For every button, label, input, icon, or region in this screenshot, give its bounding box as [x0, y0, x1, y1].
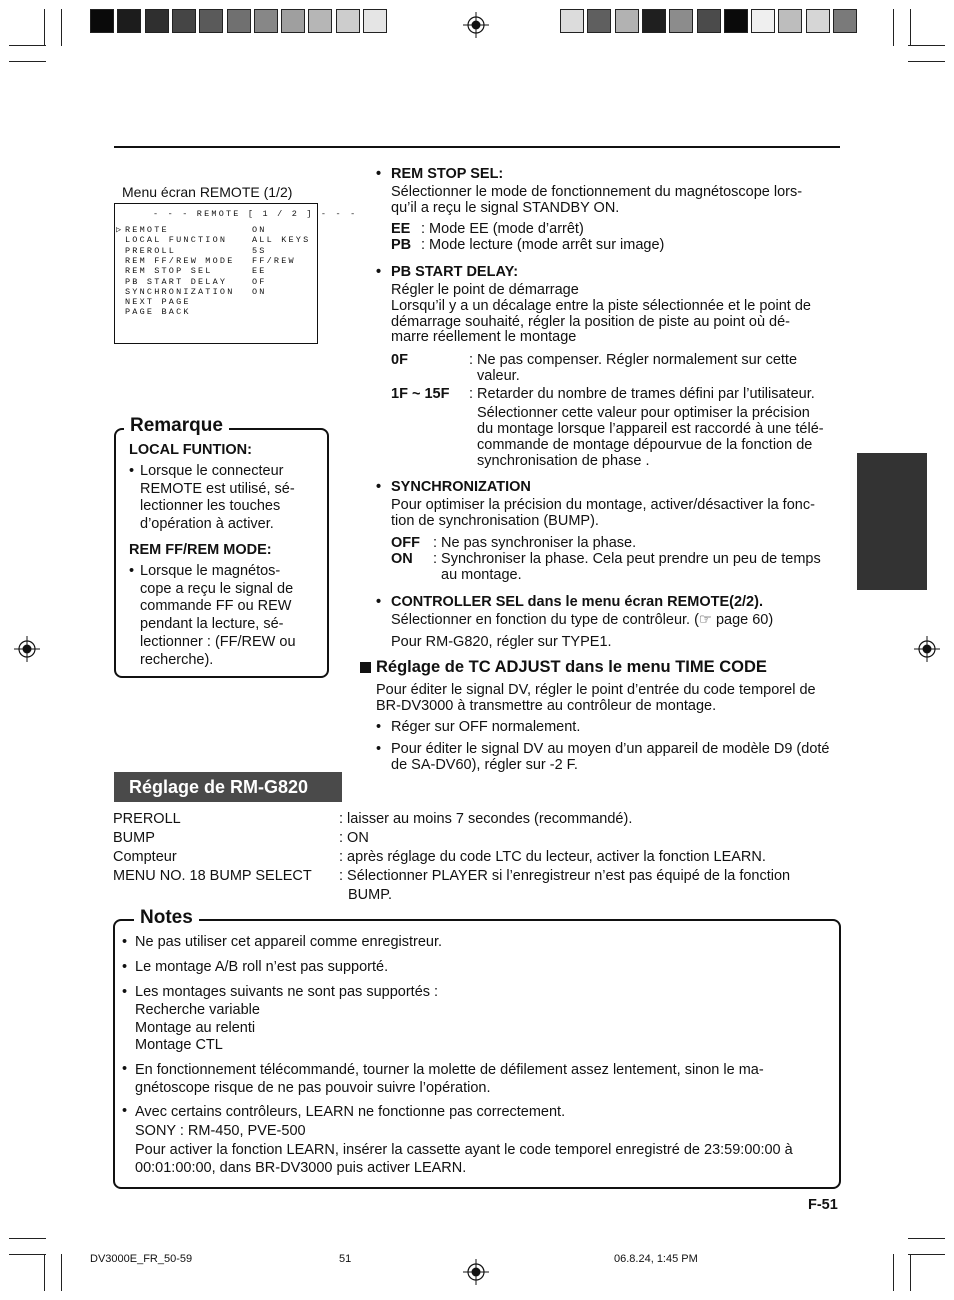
bullet: •: [122, 934, 128, 950]
color-swatch: [587, 9, 611, 33]
text-line: Pour éditer le signal DV au moyen d’un appareil de modèle D9 (doté: [391, 741, 830, 757]
pb-start-title: PB START DELAY:: [391, 264, 519, 280]
text-line: Avec certains contrôleurs, LEARN ne fonctionne pas correctement.: [135, 1104, 566, 1120]
text-line: 00:01:00:00, dans BR-DV3000 puis activer LEARN.: [135, 1160, 467, 1177]
remarque-sec1-text: [140, 463, 307, 533]
note-3: [135, 984, 438, 1055]
row-value: : laisser au moins 7 secondes (recommandé).: [339, 811, 633, 827]
text-line: BR-DV3000 à transmettre au contrôleur de montage.: [376, 698, 717, 714]
ee-text: : Mode EE (mode d’arrêt): [421, 221, 584, 237]
crop-mark: [908, 61, 945, 62]
remarque-sec2-title: REM FF/REM MODE:: [129, 542, 272, 558]
text-line: gnétoscope risque de ne pas pouvoir suivre l’opération.: [135, 1080, 491, 1096]
registration-mark-icon: [463, 12, 489, 38]
rem-stop-text: [391, 185, 802, 216]
text-line: d’opération à activer.: [140, 515, 274, 532]
rmg820-values: [339, 810, 790, 905]
menu-row-value: 5S: [252, 245, 267, 256]
text-line: marre réellement le montage: [391, 329, 577, 346]
row-value: : après réglage du code LTC du lecteur, activer la fonction LEARN.: [339, 849, 766, 865]
menu-row-label: NEXT PAGE: [125, 297, 191, 308]
bullet: •: [376, 166, 382, 182]
note-2: Le montage A/B roll n’est pas supporté.: [135, 959, 389, 975]
color-swatch: [697, 9, 721, 33]
text-line: Lorsqu’il y a un décalage entre la piste sélectionnée et le point de: [391, 297, 811, 314]
crop-mark: [908, 45, 945, 46]
color-swatch: [560, 9, 584, 33]
text-line: au montage.: [441, 567, 522, 583]
text-line: Recherche variable: [135, 1001, 260, 1018]
text-line: Sélectionner le mode de fonctionnement du magnétoscope lors-: [391, 184, 803, 200]
text-line: Pour éditer le signal DV, régler le point d’entrée du code temporel de: [376, 682, 816, 698]
f-key: 1F ~ 15F: [391, 386, 450, 402]
rmg820-labels: [113, 810, 312, 886]
bullet: •: [122, 959, 128, 975]
color-swatch: [281, 9, 305, 33]
row-label: BUMP: [113, 830, 155, 846]
color-swatch: [642, 9, 666, 33]
tc-heading: Réglage de TC ADJUST dans le menu TIME CODE: [376, 658, 767, 676]
menu-cursor-icon: ▷: [116, 225, 122, 235]
color-swatch: [751, 9, 775, 33]
tc-text: [376, 682, 816, 714]
square-bullet-icon: [360, 662, 371, 673]
registration-mark-icon: [14, 636, 40, 662]
menu-row-label: LOCAL FUNCTION: [125, 235, 228, 246]
menu-row-label: REM FF/REW MODE: [125, 255, 235, 266]
color-swatch: [90, 9, 114, 33]
row-label: MENU NO. 18 BUMP SELECT: [113, 868, 312, 884]
remarque-sec2-text: [140, 563, 307, 669]
remarque-sec1-title: LOCAL FUNTION:: [129, 442, 252, 458]
bullet: •: [122, 984, 128, 1000]
header-rule: [114, 146, 840, 148]
color-swatch: [336, 9, 360, 33]
tc-bullet1: Réger sur OFF normalement.: [391, 719, 581, 735]
row-value: : ON: [339, 830, 369, 846]
menu-row-value: EE: [252, 266, 267, 277]
pb-text: : Mode lecture (mode arrêt sur image): [421, 237, 665, 253]
color-swatch: [172, 9, 196, 33]
footer-date: 06.8.24, 1:45 PM: [614, 1253, 698, 1265]
remarque-title: Remarque: [124, 415, 229, 437]
side-tab: [857, 453, 927, 590]
off-key: OFF: [391, 535, 420, 551]
crop-mark: [9, 61, 46, 62]
text-line: tion de synchronisation (BUMP).: [391, 512, 599, 529]
ee-key: EE: [391, 221, 411, 237]
color-swatch: [199, 9, 223, 33]
crop-mark: [61, 9, 62, 46]
text-line: : Retarder du nombre de trames défini par l’utilisateur.: [469, 386, 815, 402]
menu-row-value: OF: [252, 276, 267, 287]
crop-mark: [9, 45, 46, 46]
controller-line1: Sélectionner en fonction du type de contrôleur. (☞ page 60): [391, 612, 774, 628]
on-key: ON: [391, 551, 413, 567]
text-line: Sélectionner cette valeur pour optimiser la précision: [477, 405, 810, 421]
color-swatch: [117, 9, 141, 33]
of-text: [469, 352, 797, 384]
note-1: Ne pas utiliser cet appareil comme enregistreur.: [135, 934, 443, 950]
bullet: •: [376, 264, 382, 280]
rem-stop-title: REM STOP SEL:: [391, 166, 504, 182]
text-line: cope a reçu le signal de: [140, 580, 294, 597]
bullet: •: [376, 594, 382, 610]
crop-mark: [9, 1238, 46, 1239]
color-swatch: [724, 9, 748, 33]
registration-mark-icon: [463, 1259, 489, 1285]
pb-key: PB: [391, 237, 412, 253]
row-value: : Sélectionner PLAYER si l’enregistreur n’est pas équipé de la fonction: [339, 868, 791, 884]
bullet: •: [376, 719, 382, 735]
text-line: pendant la lecture, sé-: [140, 616, 284, 633]
row-label: PREROLL: [113, 811, 181, 827]
text-line: En fonctionnement télécommandé, tourner la molette de défilement assez lentement, sinon le ma-: [135, 1062, 764, 1078]
text-line: recherche).: [140, 651, 214, 668]
menu-row-value: FF/REW: [252, 255, 296, 266]
text-line: Lorsque le connecteur: [140, 463, 284, 479]
crop-mark: [9, 1254, 46, 1255]
color-swatch: [669, 9, 693, 33]
menu-row-value: ON: [252, 286, 267, 297]
text-line: Montage CTL: [135, 1037, 223, 1054]
tc-bullet2: [391, 741, 829, 773]
color-swatch: [806, 9, 830, 33]
crop-mark: [44, 9, 45, 46]
off-text: : Ne pas synchroniser la phase.: [433, 535, 637, 551]
menu-row-value: ALL KEYS: [252, 235, 311, 246]
text-line: synchronisation de phase .: [477, 453, 650, 469]
page-number: F-51: [808, 1197, 838, 1213]
menu-row-label: PAGE BACK: [125, 307, 191, 318]
color-swatch: [254, 9, 278, 33]
sync-title: SYNCHRONIZATION: [391, 479, 531, 495]
controller-title: CONTROLLER SEL dans le menu écran REMOTE(2/2).: [391, 594, 763, 610]
color-swatch: [227, 9, 251, 33]
text-line: Régler le point de démarrage: [391, 282, 579, 298]
remote-menu-screen: [114, 203, 358, 344]
bullet: •: [129, 563, 135, 579]
text-line: : Synchroniser la phase. Cela peut prendre un peu de temps: [433, 551, 821, 567]
text-line: commande FF ou REW: [140, 598, 292, 615]
text-line: démarrage souhaité, régler la position de piste au point où dé-: [391, 313, 791, 330]
menu-row-label: PB START DELAY: [125, 276, 228, 287]
menu-row-label: REMOTE: [125, 225, 169, 235]
color-swatch: [145, 9, 169, 33]
text-line: SONY : RM-450, PVE-500: [135, 1122, 306, 1139]
text-line: lectionner les touches: [140, 498, 281, 514]
text-line: du montage lorsque l’appareil est raccordé à une télé-: [477, 421, 824, 437]
menu-row-label: REM STOP SEL: [125, 266, 213, 277]
crop-mark: [910, 9, 911, 46]
bullet: •: [122, 1061, 128, 1077]
text-line: Pour optimiser la précision du montage, activer/désactiver la fonc-: [391, 497, 815, 513]
crop-mark: [910, 1254, 911, 1291]
row-value: BUMP.: [348, 887, 393, 903]
text-line: Lorsque le magnétos-: [140, 563, 281, 579]
bullet: •: [376, 741, 382, 757]
menu-row-label: SYNCHRONIZATION: [125, 286, 235, 297]
menu-row-value: ON: [252, 225, 267, 235]
pb-start-text: [391, 283, 811, 346]
note-5: [135, 1103, 793, 1178]
text-line: Pour activer la fonction LEARN, insérer la cassette ayant le code temporel enregistré de 23:59:00:00 à: [135, 1141, 793, 1158]
menu-title: - - - REMOTE [ 1 / 2 ] - - -: [153, 209, 358, 219]
menu-caption: Menu écran REMOTE (1/2): [122, 184, 293, 200]
on-text: [433, 551, 821, 583]
controller-line2: Pour RM-G820, régler sur TYPE1.: [391, 634, 612, 650]
crop-mark: [61, 1254, 62, 1291]
text-line: commande de montage dépourvue de la fonction de: [477, 437, 813, 453]
text-line: REMOTE est utilisé, sé-: [140, 480, 295, 497]
crop-mark: [893, 9, 894, 46]
color-swatch: [833, 9, 857, 33]
text-line: de SA-DV60), régler sur -2 F.: [391, 757, 578, 773]
registration-mark-icon: [914, 636, 940, 662]
text-line: qu’il a reçu le signal STANDBY ON.: [391, 199, 620, 216]
row-label: Compteur: [113, 849, 177, 865]
f-text: [469, 386, 824, 469]
text-line: : Ne pas compenser. Régler normalement sur cette: [469, 352, 798, 368]
bullet: •: [376, 479, 382, 495]
note-4: [135, 1061, 764, 1097]
footer-page: 51: [339, 1253, 352, 1265]
footer-file: DV3000E_FR_50-59: [90, 1253, 193, 1265]
crop-mark: [893, 1254, 894, 1291]
notes-title: Notes: [134, 907, 199, 929]
crop-mark: [44, 1254, 45, 1291]
text-line: Montage au relenti: [135, 1019, 256, 1036]
bullet: •: [122, 1103, 128, 1119]
color-swatch: [308, 9, 332, 33]
crop-mark: [908, 1238, 945, 1239]
bullet: •: [129, 463, 135, 479]
menu-row-label: PREROLL: [125, 245, 177, 256]
color-swatch: [363, 9, 387, 33]
crop-mark: [908, 1254, 945, 1255]
of-key: 0F: [391, 352, 408, 368]
rmg820-heading: Réglage de RM-G820: [114, 772, 342, 802]
sync-text: [391, 498, 815, 530]
text-line: lectionner : (FF/REW ou: [140, 633, 296, 650]
text-line: Les montages suivants ne sont pas supportés :: [135, 984, 439, 1000]
color-swatch: [778, 9, 802, 33]
text-line: valeur.: [477, 368, 520, 384]
color-swatch: [615, 9, 639, 33]
